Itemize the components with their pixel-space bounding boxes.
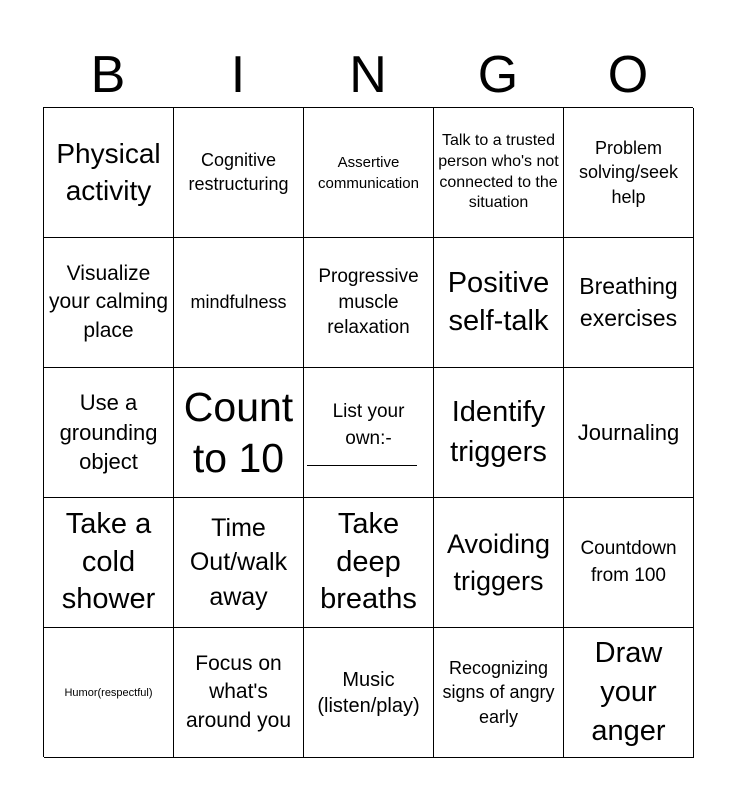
bingo-cell-r4c4[interactable]	[434, 498, 564, 628]
bingo-cell-r3c2[interactable]	[174, 368, 304, 498]
bingo-cell-r3c4[interactable]	[434, 368, 564, 498]
cell-text: Count to 10	[183, 384, 294, 481]
bingo-cell-r4c2[interactable]	[174, 498, 304, 628]
header-letter-n: N	[349, 46, 387, 104]
cell-text: Focus on what's around you	[185, 651, 292, 732]
cell-text: Identify triggers	[450, 396, 547, 468]
cell-text: Positive self-talk	[447, 266, 550, 337]
bingo-cell-r5c5[interactable]	[564, 628, 694, 758]
bingo-cell-r4c5[interactable]	[564, 498, 694, 628]
bingo-cell-r5c2[interactable]	[174, 628, 304, 758]
bingo-cell-r5c3[interactable]	[304, 628, 434, 758]
cell-text: Avoiding triggers	[446, 529, 551, 596]
bingo-card-grid	[43, 107, 693, 757]
cell-text: Draw your anger	[591, 636, 666, 748]
cell-text: Cognitive restructuring	[188, 149, 289, 194]
cell-text: Music (listen/play)	[317, 668, 420, 717]
cell-text: Problem solving/seek help	[578, 138, 679, 207]
bingo-cell-r4c1[interactable]	[44, 498, 174, 628]
header-letter-b: B	[90, 46, 126, 104]
bingo-cell-r3c1[interactable]	[44, 368, 174, 498]
bingo-cell-r1c2[interactable]	[174, 108, 304, 238]
bingo-cell-r2c4[interactable]	[434, 238, 564, 368]
bingo-header	[43, 44, 693, 106]
bingo-cell-r2c5[interactable]	[564, 238, 694, 368]
bingo-cell-r1c3[interactable]	[304, 108, 434, 238]
bingo-cell-r1c4[interactable]	[434, 108, 564, 238]
write-in-line[interactable]	[307, 453, 417, 466]
bingo-cell-r5c4[interactable]	[434, 628, 564, 758]
bingo-cell-r4c3[interactable]	[304, 498, 434, 628]
cell-text: Take deep breaths	[320, 507, 417, 616]
cell-text: Progressive muscle relaxation	[318, 266, 419, 339]
cell-text: mindfulness	[190, 291, 287, 312]
cell-text: Physical activity	[56, 138, 161, 206]
bingo-cell-r1c5[interactable]	[564, 108, 694, 238]
bingo-cell-r3c5[interactable]	[564, 368, 694, 498]
cell-text: Time Out/walk away	[189, 513, 288, 611]
list-your-own-block	[307, 399, 430, 465]
cell-text: Use a grounding object	[59, 389, 158, 475]
cell-text: Humor(respectful)	[64, 686, 153, 699]
bingo-cell-r2c3[interactable]	[304, 238, 434, 368]
header-letter-g: G	[477, 46, 519, 104]
bingo-cell-r2c2[interactable]	[174, 238, 304, 368]
bingo-cell-r3c3[interactable]	[304, 368, 434, 498]
cell-text: Journaling	[577, 419, 680, 445]
header-letter-i: I	[230, 46, 246, 104]
cell-text: Take a cold shower	[61, 507, 156, 616]
cell-text: Assertive communication	[318, 153, 419, 192]
bingo-cell-r1c1[interactable]	[44, 108, 174, 238]
cell-text: Countdown from 100	[580, 537, 677, 586]
header-letter-o: O	[607, 46, 649, 104]
cell-text: List your own:-	[332, 401, 405, 449]
bingo-cell-r5c1[interactable]	[44, 628, 174, 758]
bingo-cell-r2c1[interactable]	[44, 238, 174, 368]
cell-text: Talk to a trusted person who's not connected to the situation	[438, 131, 559, 212]
cell-text: Breathing exercises	[579, 273, 678, 331]
cell-text: Recognizing signs of angry early	[442, 658, 555, 727]
cell-text: Visualize your calming place	[48, 261, 169, 342]
